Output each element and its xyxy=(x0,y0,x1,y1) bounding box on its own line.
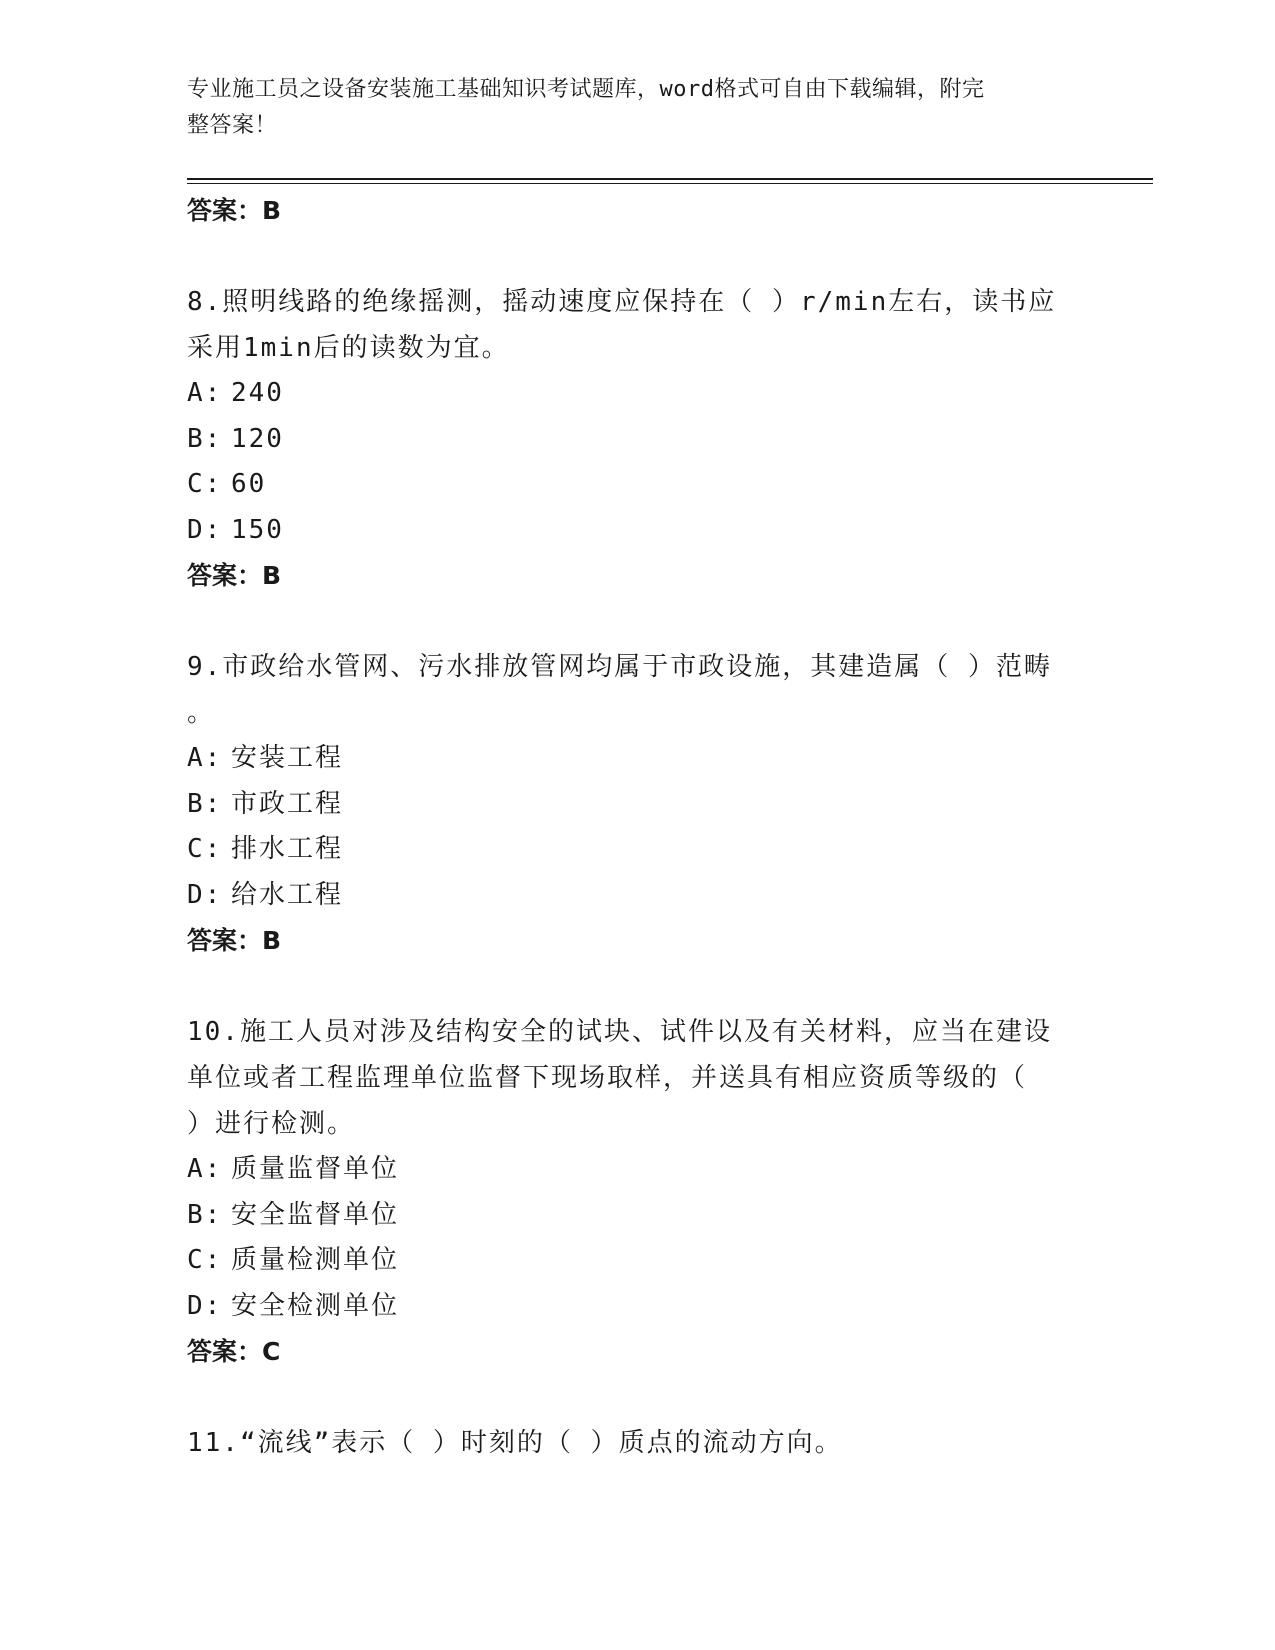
option-text: 市政工程 xyxy=(231,788,344,819)
answer-line: 答案：C xyxy=(187,1337,281,1366)
option-letter: D: xyxy=(187,1290,223,1321)
option-a xyxy=(187,371,1087,417)
header-divider-thin xyxy=(187,183,1153,184)
option-b xyxy=(187,417,1087,463)
option-text: 60 xyxy=(231,469,267,499)
option-b xyxy=(187,1193,1087,1239)
option-text: 安全检测单位 xyxy=(231,1290,400,1321)
option-letter: A: xyxy=(187,378,223,408)
option-text: 安装工程 xyxy=(231,743,344,773)
option-letter: D: xyxy=(187,514,223,545)
option-letter: B: xyxy=(187,788,223,819)
option-d xyxy=(187,508,1087,554)
option-text: 质量监督单位 xyxy=(231,1154,400,1184)
option-letter: A: xyxy=(187,743,223,773)
question-stem-line: 9.市政给水管网、污水排放管网均属于市政设施，其建造属（ ）范畴 xyxy=(187,652,1052,682)
option-letter: C: xyxy=(187,834,223,864)
header-line-1: 专业施工员之设备安装施工基础知识考试题库，word格式可自由下载编辑，附完 xyxy=(187,77,985,102)
question-stem-line: 10.施工人员对涉及结构安全的试块、试件以及有关材料，应当在建设 xyxy=(187,1017,1052,1047)
question-stem-line: 采用1min后的读数为宜。 xyxy=(187,333,510,363)
option-d xyxy=(187,873,1087,919)
option-c xyxy=(187,462,1087,508)
option-letter: B: xyxy=(187,423,223,454)
question-stem-line: 单位或者工程监理单位监督下现场取样，并送具有相应资质等级的（ xyxy=(187,1063,1028,1093)
answer-line: 答案：B xyxy=(187,196,282,225)
question-stem-line: ）进行检测。 xyxy=(187,1109,356,1139)
header-divider-thick xyxy=(187,178,1153,180)
question-stem-line: 11.“流线”表示（ ）时刻的（ ）质点的流动方向。 xyxy=(187,1428,843,1458)
option-a xyxy=(187,1147,1087,1193)
option-letter: C: xyxy=(187,469,223,499)
question-8 xyxy=(187,279,1087,598)
question-11 xyxy=(187,1420,1087,1466)
option-text: 120 xyxy=(231,423,284,454)
option-letter: D: xyxy=(187,879,223,910)
question-stem-line: 8.照明线路的绝缘摇测，摇动速度应保持在（ ）r/min左右，读书应 xyxy=(187,287,1057,317)
option-text: 240 xyxy=(231,378,284,408)
option-letter: A: xyxy=(187,1154,223,1184)
option-text: 150 xyxy=(231,514,284,545)
option-text: 给水工程 xyxy=(231,879,344,910)
answer-line: 答案：B xyxy=(187,561,282,590)
answer-line: 答案：B xyxy=(187,926,282,955)
option-a xyxy=(187,736,1087,782)
question-stem-line: 。 xyxy=(187,698,216,728)
question-9 xyxy=(187,644,1087,963)
option-c xyxy=(187,1238,1087,1284)
option-text: 质量检测单位 xyxy=(231,1245,400,1275)
question-10 xyxy=(187,1009,1087,1374)
option-letter: C: xyxy=(187,1245,223,1275)
option-text: 排水工程 xyxy=(231,834,344,864)
option-text: 安全监督单位 xyxy=(231,1199,400,1230)
option-c xyxy=(187,827,1087,873)
option-b xyxy=(187,782,1087,828)
option-letter: B: xyxy=(187,1199,223,1230)
document-header xyxy=(187,72,1067,144)
question-list xyxy=(187,188,1087,1466)
option-d xyxy=(187,1284,1087,1330)
header-line-2: 整答案！ xyxy=(187,113,278,138)
